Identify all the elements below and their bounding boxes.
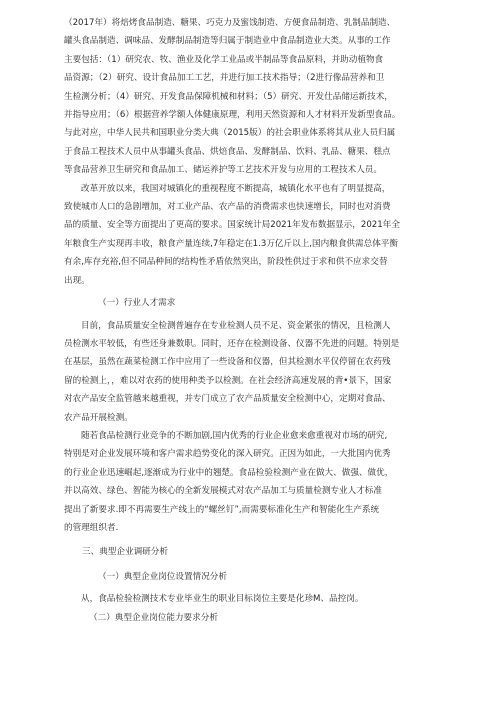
paragraph-occupation-classification (64, 14, 444, 180)
heading-industry-talent-demand: （一）行业人才需求 (98, 298, 176, 309)
text-line: 罐头食品制造、调味品、发酵制品制造等归属于制造业中食品制造业大类。从事的工作 (64, 36, 391, 47)
text-line: 生检测分析；（4）研究、开发食品保障机械和材料；（5）研究、开发仕品储运新技术， (64, 91, 393, 102)
text-line: 的管理组织者. (64, 522, 119, 533)
text-line: 的行业企业迅速崛起,逐渐成为行业中的翘楚。食品检验检测产业在做大、做强、做优， (64, 467, 394, 478)
text-line: 与此对应，中华人民共和国职业分类大典（2015版）的社会职业体系将其从业人员归属 (64, 128, 396, 139)
paragraph-urbanization (64, 180, 444, 290)
text-line: 目前，食品质量安全检测普遍存在专业检测人员不足、资金紧张的情况，且检测人 (81, 320, 391, 331)
text-line: 等食品营养卫生研究和食品加工、储运养护等工艺技术开发与应用的工程技术人员。 (64, 165, 382, 176)
text-line: 随若食品检测行业竞争的不断加剧,国内优秀的行业企业愈来愈重视对市场的研究, (81, 430, 388, 441)
text-line: 并以高效、绿色、智能为核心的全新发展模式对农产品加工与质量检测专业人才标准 (64, 486, 382, 497)
text-line: 主要包括：（1）研究农、牧、渔业及化学工业品或半制品等食品原料，并助动植物食 (64, 54, 384, 65)
text-line: 品的质量、安全等方面提出了更高的要求。国家统计局2021年发布数据显示，2021年全 (64, 220, 400, 231)
text-line: 农产品开展检测。 (64, 412, 133, 423)
text-line: 品资源；（2）研究、设计食品加工工艺，并进行加工技术指导；（2进行像品营养和卫 (64, 73, 385, 84)
heading-section-three: 三、典型企业调研分析 (82, 547, 168, 558)
text-line: 有余,库存充裕,但不同品种间的结构性矛盾依然突出，阶段性供过于求和供不应求交替 (64, 257, 388, 268)
paragraph-testing-status (64, 317, 444, 427)
text-line: 并指导应用；（6）根据营养学额人体健康原理，利用天然资源和人才材料开发新型食品。 (64, 110, 401, 121)
text-line: 改革开放以来，我国对城镇化的重视程度不断提高，城镇化水平也有了明显提高， (81, 183, 391, 194)
paragraph-industry-competition (64, 427, 444, 537)
text-line: 从，食品检验检测技术专业毕业生的职业目标岗位主要是化珍M、品控岗。 (81, 594, 364, 605)
text-line: 留的检测上，，难以对农药的使用种类予以检测。在社会经济高速发展的背•景下，国家 (64, 375, 392, 386)
text-line: 致使城市人口的急剧增加，对工业产品、农产品的消费需求也快速增长，同时也对消费 (64, 202, 391, 213)
text-line: 提出了新要求.即不再需要生产线上的“螺丝钉”,而需要标准化生产和智能化生产系统 (64, 504, 380, 515)
text-line: 出现。 (64, 275, 90, 286)
text-line: 在基层，虽然在蔬菜检测工作中应用了一些设备和仪器，但其检测水平仅停留在农药残 (64, 357, 391, 368)
heading-ability-requirements: （二）典型企业岗位能力要求分析 (89, 612, 218, 623)
text-line: 年粮食生产实现再丰收，粮食产量连续,7年稳定在1.3万亿斤以上,国内粮食供需总体平衡 (64, 238, 398, 249)
text-line: 于食品工程技术人员中从事罐头食品、烘焙食品、发酵制品、饮料、乳品、糖果、糕点 (64, 146, 391, 157)
heading-position-setup: （一）典型企业岗位设置情况分析 (98, 571, 227, 582)
text-line: 特别是对企业发展环境和客户需求趋势变化的深入研究。正因为如此，一大批国内优秀 (64, 449, 391, 460)
paragraph-target-positions (64, 590, 444, 608)
text-line: 对农产品安全监管越来越重视，并专门成立了农产品质量安全检测中心，定期对食品、 (64, 394, 391, 405)
text-line: 员检测水平较低，有些还身兼数职。同时，还存在检测设备、仪器不先进的问题。特别是 (64, 338, 400, 349)
text-line: （2017年）将焙烤食品制造、糖果、巧克力及蜜饯制造、方便食品制造、乳制品制造、 (64, 18, 396, 28)
